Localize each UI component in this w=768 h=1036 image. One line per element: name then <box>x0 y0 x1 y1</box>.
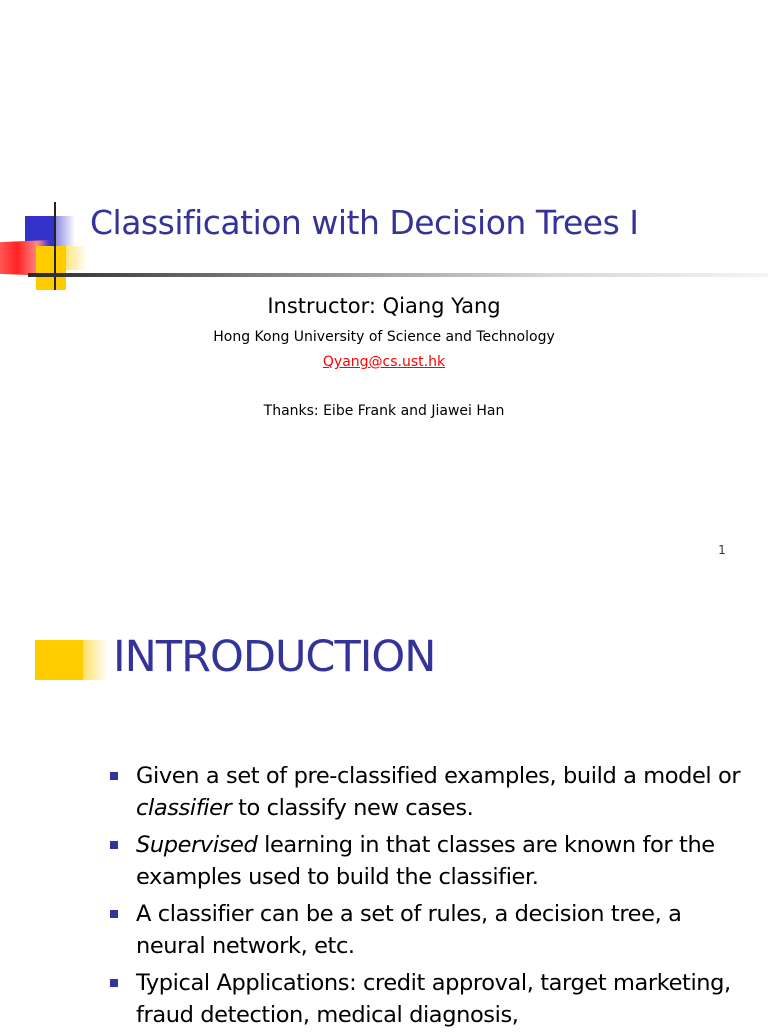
square-bullet-icon <box>110 910 118 918</box>
email-link[interactable]: Qyang@cs.ust.hk <box>322 354 446 370</box>
yellow-square-decoration <box>36 246 66 290</box>
square-bullet-icon <box>110 841 118 849</box>
slide-2-title: INTRODUCTION <box>113 632 436 682</box>
instructor-name: Instructor: Qiang Yang <box>267 294 501 318</box>
emphasis-supervised: Supervised <box>136 832 258 858</box>
yellow-fade-decoration <box>66 246 88 270</box>
slide-1-title: Classification with Decision Trees I <box>90 203 639 242</box>
bullet-text: Given a set of pre-classified examples, build a model or classifier to classify new cases. <box>136 763 741 821</box>
list-item <box>107 967 747 1031</box>
bullet-text: Supervised learning in that classes are known for the examples used to build the classifier. <box>136 832 715 890</box>
list-item <box>107 829 747 893</box>
title-underline <box>28 273 768 277</box>
square-bullet-icon <box>110 979 118 987</box>
blue-fade-decoration <box>55 216 75 246</box>
title-decoration <box>0 200 100 295</box>
yellow-fade-decoration <box>83 640 108 680</box>
page-number: 1 <box>718 543 726 557</box>
thanks-text: Thanks: Eibe Frank and Jiawei Han <box>263 403 505 419</box>
square-bullet-icon <box>110 772 118 780</box>
list-item <box>107 760 747 824</box>
university-name: Hong Kong University of Science and Technology <box>213 329 555 345</box>
bullet-text: Typical Applications: credit approval, target marketing, fraud detection, medical diagnosis, <box>136 970 731 1028</box>
bullet-list <box>107 760 747 1036</box>
emphasis-classifier: classifier <box>136 795 232 821</box>
list-item <box>107 898 747 962</box>
bullet-text: A classifier can be a set of rules, a decision tree, a neural network, etc. <box>136 901 682 959</box>
yellow-square-decoration <box>35 640 83 680</box>
